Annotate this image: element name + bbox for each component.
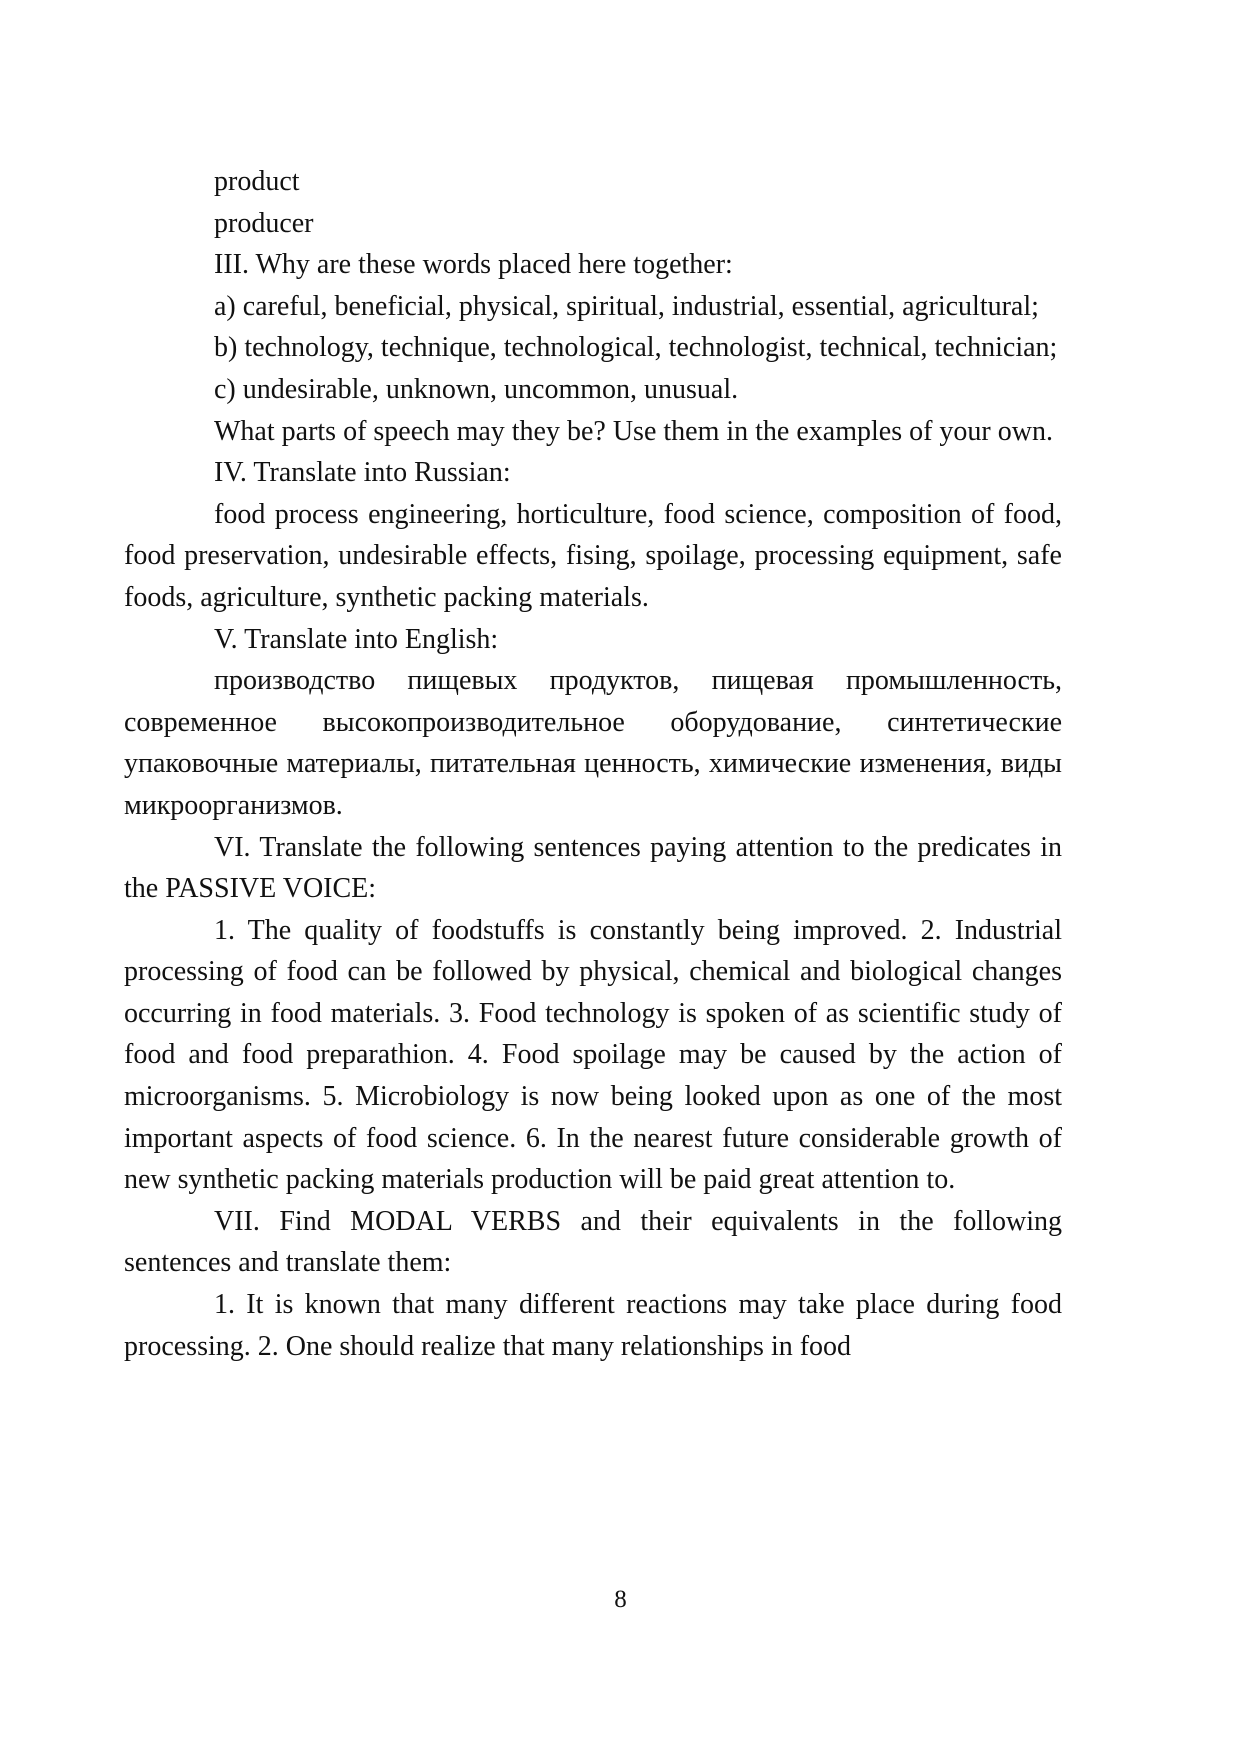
exercise-7-heading: VII. Find MODAL VERBS and their equivalents in the following sentences and translate them: xyxy=(124,1205,1062,1279)
word-product: product xyxy=(214,166,300,197)
exercise-5-body: производство пищевых продуктов, пищевая промышленность, современное высокопроизводительное оборудование, синтетические упаковочные материалы, питательная ценность, химические изменения, виды микроорганизмов. xyxy=(124,665,1062,821)
exercise-3-heading: III. Why are these words placed here together: xyxy=(214,249,733,281)
exercise-4-body: food process engineering, horticulture, food science, composition of food, food preservation, undesirable effects, fising, spoilage, processing equipment, safe foods, agriculture, synthetic packing materials. xyxy=(124,498,1062,613)
page-number: 8 xyxy=(614,1586,627,1613)
exercise-4-heading: IV. Translate into Russian: xyxy=(214,457,511,489)
exercise-3-question: What parts of speech may they be? Use them in the examples of your own. xyxy=(214,415,1053,447)
exercise-3-item-b: b) technology, technique, technological, technologist, technical, technician; xyxy=(214,332,1058,364)
exercise-5-heading: V. Translate into English: xyxy=(214,623,499,655)
word-producer: producer xyxy=(214,207,314,239)
exercise-3-item-a: a) careful, beneficial, physical, spiritual, industrial, essential, agricultural; xyxy=(214,290,1039,322)
page-body xyxy=(124,161,1062,1367)
exercise-6-heading: VI. Translate the following sentences paying attention to the predicates in the PASSIVE VOICE: xyxy=(124,831,1062,905)
exercise-3-item-c: c) undesirable, unknown, uncommon, unusual. xyxy=(214,373,739,405)
exercise-6-body: 1. The quality of foodstuffs is constantly being improved. 2. Industrial processing of food can be followed by physical, chemical and biological changes occurring in food materials. 3. Food technology is spoken of as scientific study of food and food preparathion. 4. Food spoilage may be caused by the action of microorganisms. 5. Microbiology is now being looked upon as one of the most important aspects of food science. 6. In the nearest future considerable growth of new synthetic packing materials production will be paid great attention to. xyxy=(124,914,1062,1196)
exercise-7-body: 1. It is known that many different reactions may take place during food processing. 2. One should realize that many relationships in food xyxy=(124,1289,1062,1362)
